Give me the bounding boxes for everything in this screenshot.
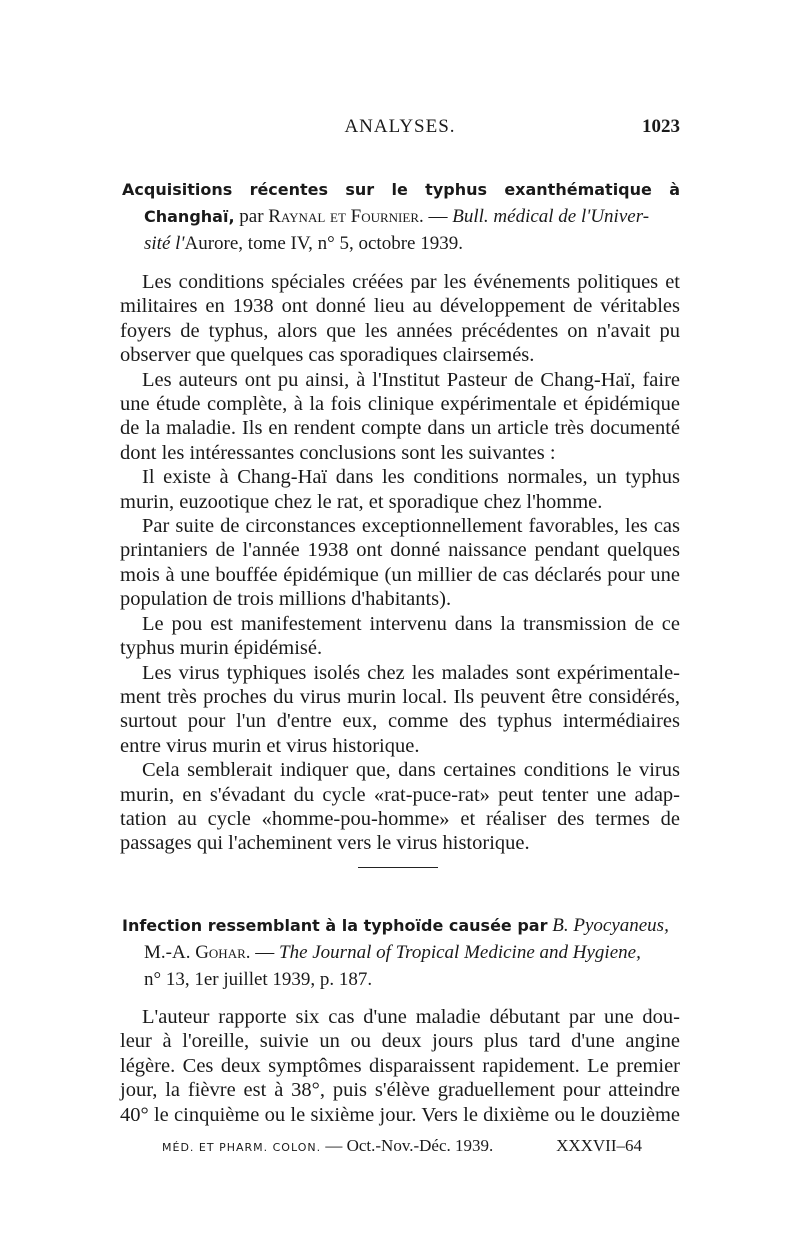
body-line: militaires en 1938 ont donné lieu au développement de véritables: [120, 295, 680, 318]
body-line: Par suite de circonstances exceptionnellement favorables, les cas: [142, 515, 680, 538]
section-title: ANALYSES.: [344, 116, 456, 137]
body-line: Les conditions spéciales créées par les événements politiques et: [142, 271, 680, 293]
body-line: Le pou est manifestement intervenu dans la transmission de ce: [142, 612, 680, 635]
body-line: observer que quelques cas sporadiques clairsemés.: [120, 344, 535, 367]
body-line: surtout pour l'un d'entre eux, comme des typhus intermédiaires: [120, 710, 680, 733]
article1-par: par: [239, 206, 264, 227]
footer-issue: Oct.-Nov.-Déc. 1939.: [346, 1136, 494, 1155]
body-line: L'auteur rapporte six cas d'une maladie débutant par une dou-: [142, 1006, 680, 1028]
body-line: murin, en s'évadant du cycle «rat-puce-rat» peut tenter une adap-: [120, 783, 680, 806]
running-head: [120, 116, 680, 142]
body-line: population de trois millions d'habitants).: [120, 588, 452, 611]
article1-journal-2: sité l': [144, 233, 185, 254]
article2-dash: —: [255, 942, 275, 963]
footer-dash: —: [325, 1136, 343, 1155]
article2-title-italic: B. Pyocyaneus,: [552, 915, 669, 936]
body-line: murin, euzootique chez le rat, et sporadique chez l'homme.: [120, 490, 603, 513]
body-line: entre virus murin et virus historique.: [120, 734, 420, 757]
body-line: jour, la fièvre est à 38°, puis s'élève graduellement pour atteindre: [120, 1079, 680, 1102]
article1-reference: Acquisitions récentes sur le typhus exanthématique à Changhaï, par Raynal et Fournier. — Bull. médical de l'Univer- sité l'Aurore, tome IV, n° 5, octobre 1939.: [122, 180, 680, 254]
body-line: une étude complète, à la fois clinique expérimentale et épidémique: [120, 393, 680, 416]
article1-title-line1: Acquisitions récentes sur le typhus exanthématique à: [122, 180, 680, 199]
body-line: passages qui l'acheminent vers le virus historique.: [120, 832, 530, 855]
article2-title: Infection ressemblant à la typhoïde causée par: [122, 916, 548, 935]
article2-reference: [122, 912, 680, 993]
page-footer: [162, 1136, 642, 1156]
article1-details: , tome IV, n° 5, octobre 1939.: [238, 233, 463, 254]
body-line: foyers de typhus, alors que les années précédentes on n'avait pu: [120, 319, 680, 342]
article2-body: [120, 1005, 680, 1127]
body-line: Cela semblerait indiquer que, dans certaines conditions le virus: [142, 759, 680, 782]
body-line: mois à une bouffée épidémique (un millier de cas déclarés pour une: [120, 563, 680, 586]
footer-signature: XXXVII–64: [556, 1136, 642, 1155]
article2-journal: The Journal of Tropical Medicine and Hygiene,: [279, 942, 641, 963]
body-line: 40° le cinquième ou le sixième jour. Vers le dixième ou le douzième: [120, 1103, 680, 1126]
article1-authors: Raynal et Fournier.: [268, 206, 424, 227]
body-line: légère. Ces deux symptômes disparaissent rapidement. Le premier: [120, 1054, 680, 1077]
page-number: 1023: [642, 116, 680, 137]
body-line: de la maladie. Ils en rendent compte dans un article très documenté: [120, 417, 680, 440]
body-line: Les virus typhiques isolés chez les malades sont expérimentale-: [142, 661, 680, 684]
section-separator: [358, 867, 438, 868]
body-line: typhus murin épidémisé.: [120, 637, 323, 660]
article1-dash: —: [428, 206, 448, 227]
article2-author: M.-A. Gohar.: [144, 942, 251, 963]
body-line: dont les intéressantes conclusions sont les suivantes :: [120, 441, 556, 464]
footer-journal: MÉD. ET PHARM. COLON.: [162, 1141, 322, 1154]
body-line: printaniers de l'année 1938 ont donné naissance pendant quelques: [120, 539, 680, 562]
article1-journal-1: Bull. médical de l'Univer-: [452, 206, 650, 227]
body-line: Les auteurs ont pu ainsi, à l'Institut Pasteur de Chang-Haï, faire: [142, 368, 680, 391]
body-line: Il existe à Chang-Haï dans les conditions normales, un typhus: [142, 466, 680, 489]
article1-journal-3: Aurore: [184, 233, 239, 254]
body-line: leur à l'oreille, suivie un ou deux jours plus tard d'une angine: [120, 1030, 680, 1053]
body-line: ment très proches du virus murin local. Ils peuvent être considérés,: [120, 685, 680, 708]
article1-title-line2: Changhaï: [144, 207, 229, 226]
article1-body: [120, 270, 680, 856]
body-line: tation au cycle «homme-pou-homme» et réaliser des termes de: [120, 807, 680, 830]
article2-details: n° 13, 1er juillet 1939, p. 187.: [144, 969, 373, 990]
